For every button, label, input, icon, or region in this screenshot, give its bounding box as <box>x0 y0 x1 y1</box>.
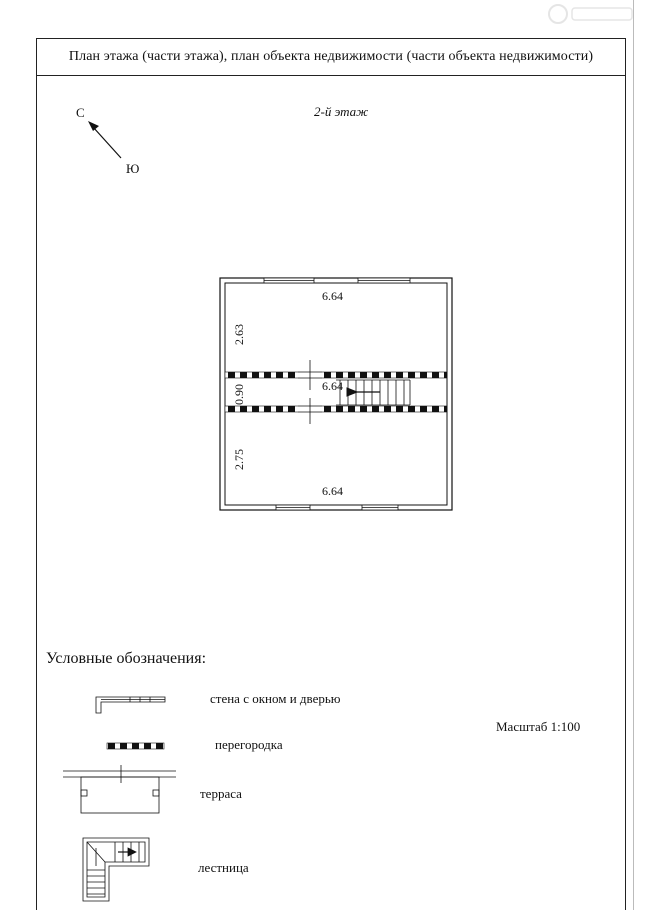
wall-window-door-icon <box>96 697 165 713</box>
compass-north-label: С <box>76 105 85 120</box>
legend-title: Условные обозначения: <box>46 650 207 667</box>
corridor-stairs <box>336 380 410 405</box>
legend-item-partition: перегородка <box>215 737 283 752</box>
compass-south-label: Ю <box>126 161 140 176</box>
legend-item-terrace: терраса <box>200 786 242 801</box>
bottom-room-width: 6.64 <box>322 484 343 498</box>
page-title: План этажа (части этажа), план объекта недвижимости (части объекта недвижимости) <box>36 38 626 76</box>
top-room-height: 2.63 <box>232 324 246 345</box>
corridor-height: 0.90 <box>232 384 246 405</box>
bottom-room-height: 2.75 <box>232 449 246 470</box>
corridor-width: 6.64 <box>322 379 343 393</box>
scale-label: Масштаб 1:100 <box>496 719 581 734</box>
outer-walls <box>220 278 452 510</box>
terrace-icon <box>63 765 176 813</box>
staircase-icon <box>83 838 149 901</box>
top-windows <box>264 278 410 283</box>
top-room-width: 6.64 <box>322 289 343 303</box>
legend-item-wall: стена с окном и дверью <box>210 691 341 706</box>
legend-item-staircase: лестница <box>198 860 249 875</box>
partition-doors <box>298 360 322 424</box>
bottom-windows <box>276 505 398 510</box>
floor-label: 2-й этаж <box>314 104 369 119</box>
compass-arrow-icon <box>88 121 121 158</box>
partition-icon <box>107 743 164 749</box>
